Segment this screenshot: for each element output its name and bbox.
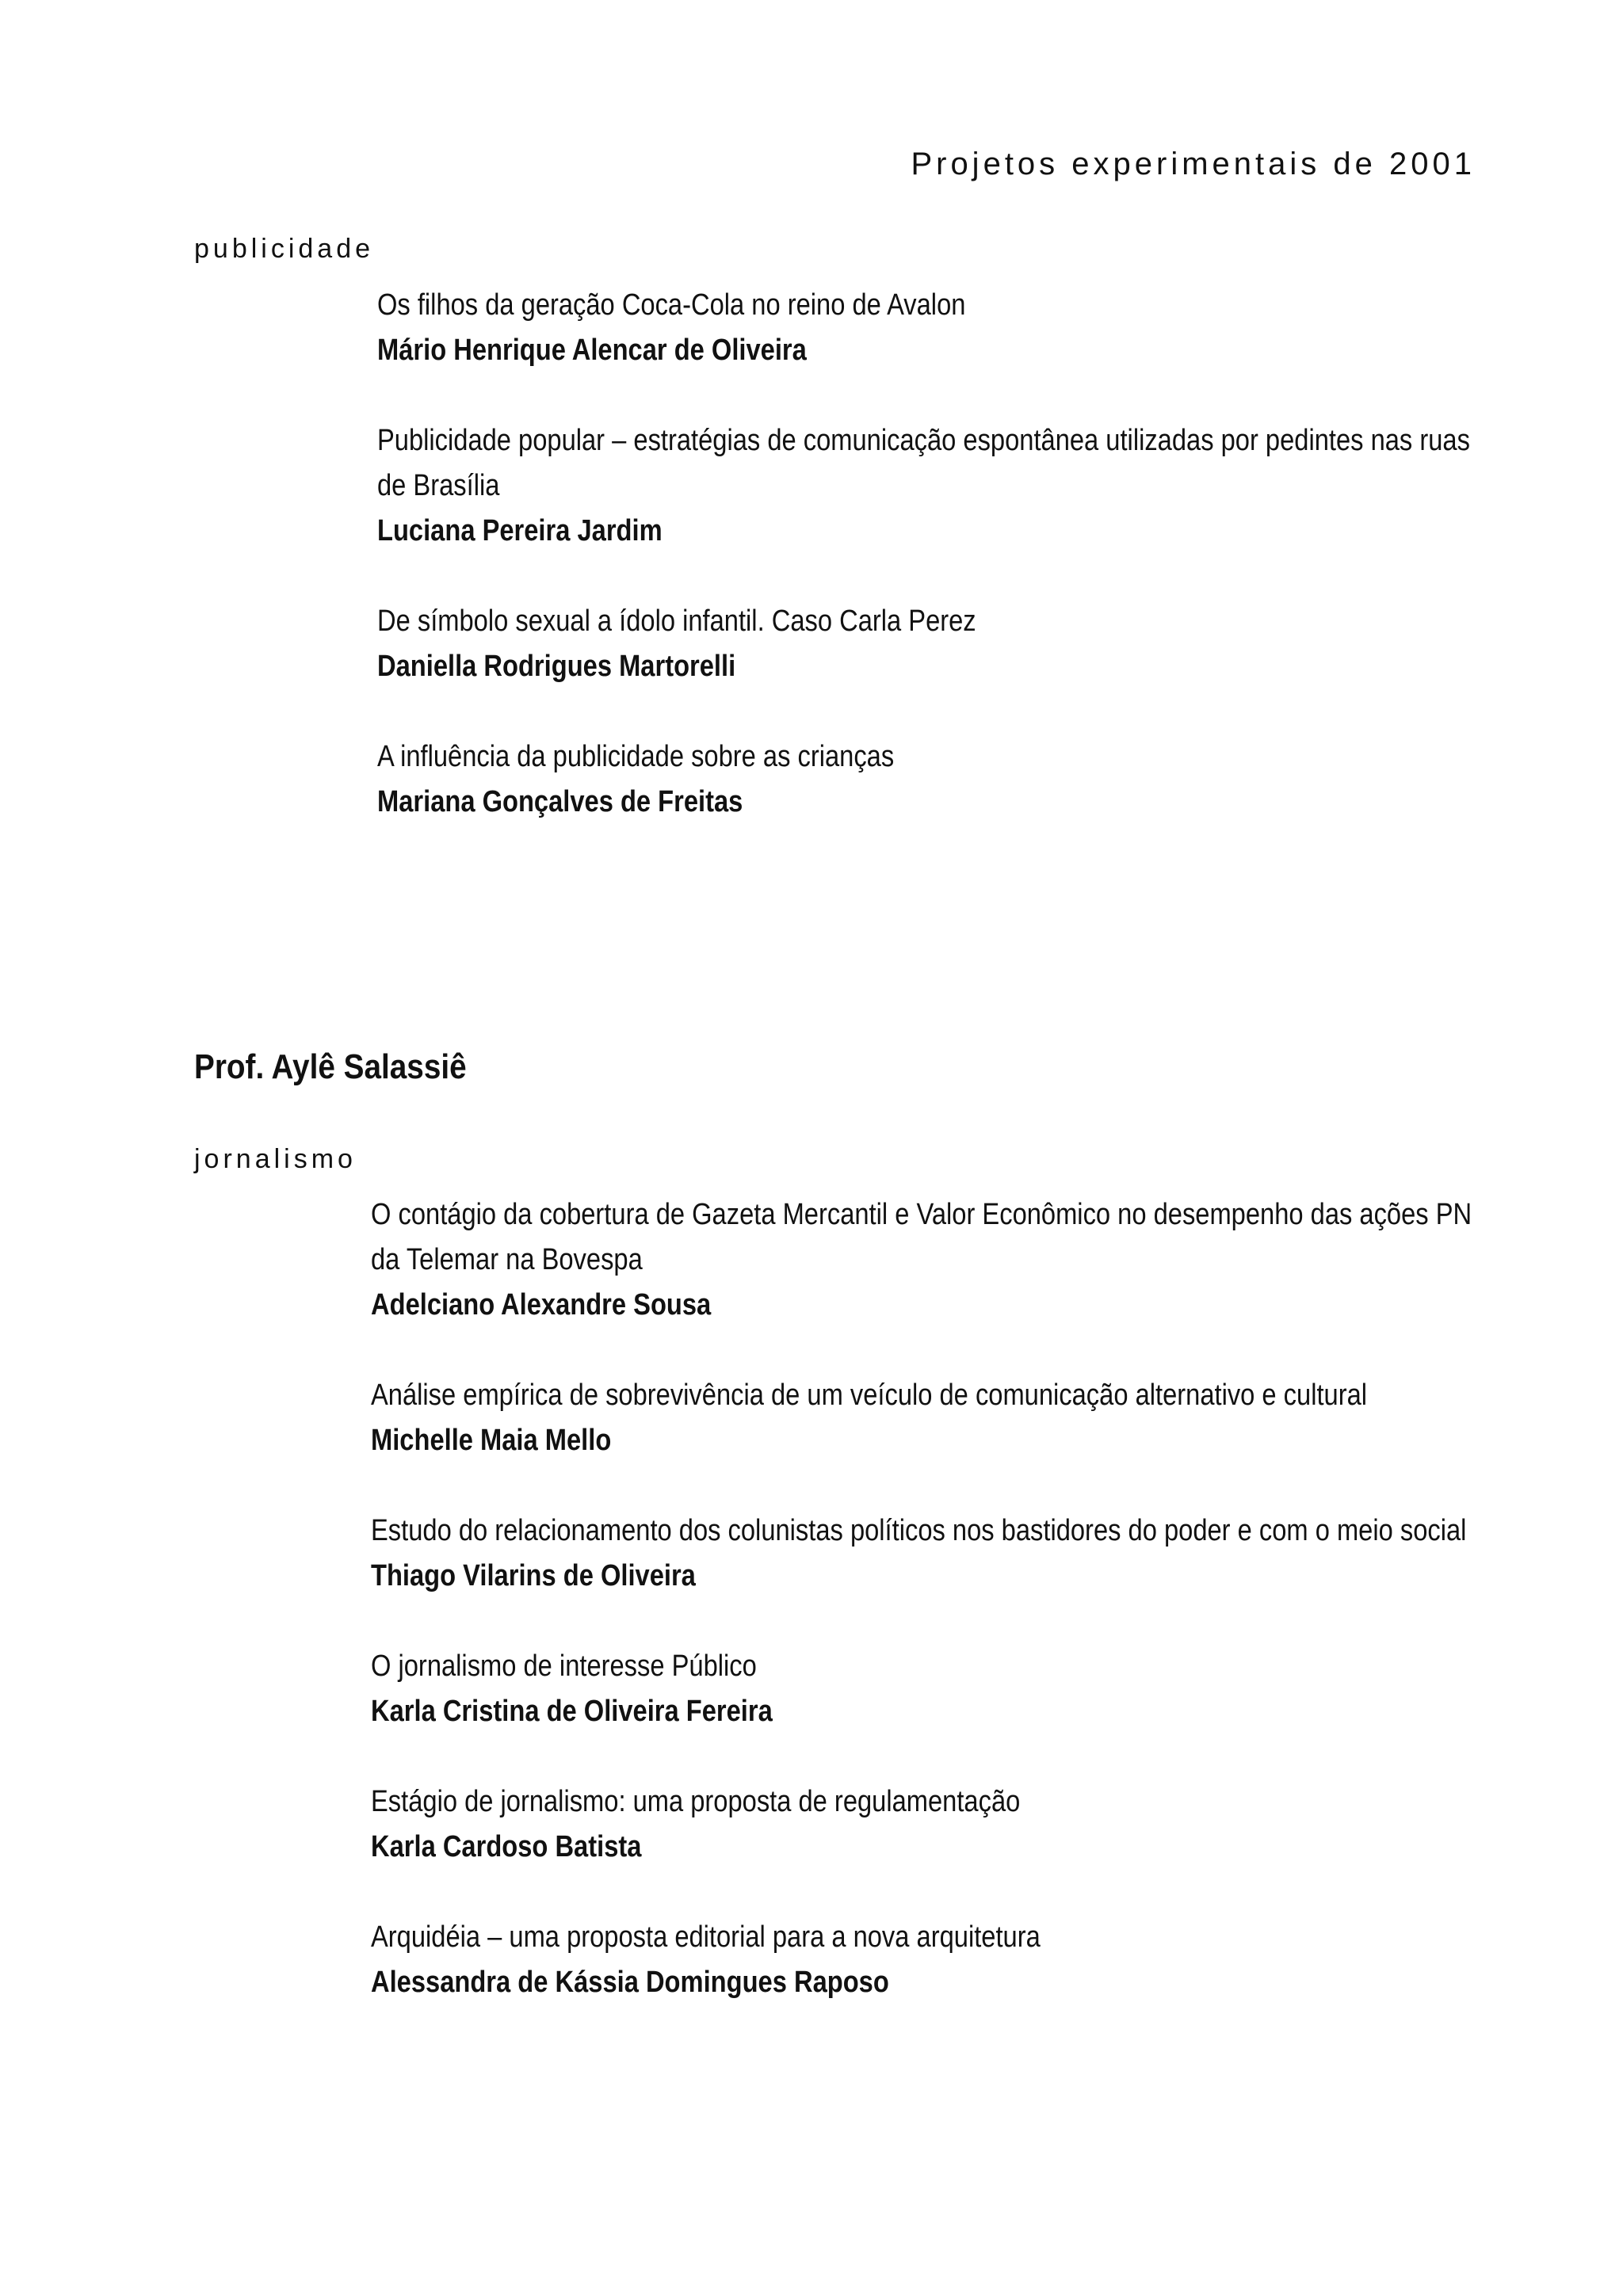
- publicidade-entries: [377, 283, 1487, 870]
- project-author: Daniella Rodrigues Martorelli: [377, 650, 736, 683]
- list-item: [371, 1508, 1480, 1599]
- project-author: Mariana Gonçalves de Freitas: [377, 785, 743, 818]
- project-author: Alessandra de Kássia Domingues Raposo: [371, 1966, 889, 1999]
- category-label-publicidade: publicidade: [194, 234, 375, 264]
- project-title: Estudo do relacionamento dos colunistas políticos nos bastidores do poder e com o meio social: [371, 1514, 1467, 1547]
- list-item: [371, 1373, 1480, 1463]
- project-author: Thiago Vilarins de Oliveira: [371, 1559, 696, 1592]
- list-item: [371, 1915, 1480, 2005]
- list-item: [377, 599, 1487, 689]
- project-title: O contágio da cobertura de Gazeta Mercantil e Valor Econômico no desempenho das ações PN da Telemar na Bovespa: [371, 1198, 1472, 1276]
- project-author: Mário Henrique Alencar de Oliveira: [377, 334, 807, 367]
- page-header-title: Projetos experimentais de 2001: [911, 147, 1476, 181]
- project-title: Arquidéia – uma proposta editorial para a nova arquitetura: [371, 1920, 1041, 1954]
- project-title: Os filhos da geração Coca-Cola no reino de Avalon: [377, 288, 966, 322]
- category-label-jornalismo: jornalismo: [194, 1144, 357, 1174]
- project-title: O jornalismo de interesse Público: [371, 1650, 757, 1683]
- project-author: Michelle Maia Mello: [371, 1424, 612, 1457]
- list-item: [371, 1779, 1480, 1870]
- project-author: Karla Cardoso Batista: [371, 1830, 642, 1863]
- jornalismo-entries: [371, 1192, 1480, 2050]
- list-item: [371, 1644, 1480, 1734]
- list-item: [371, 1192, 1480, 1328]
- project-author: Adelciano Alexandre Sousa: [371, 1288, 712, 1322]
- list-item: [377, 418, 1487, 554]
- list-item: [377, 734, 1487, 825]
- project-author: Luciana Pereira Jardim: [377, 514, 663, 547]
- project-title: Publicidade popular – estratégias de comunicação espontânea utilizadas por pedintes nas ruas de Brasília: [377, 424, 1470, 502]
- list-item: [377, 283, 1487, 373]
- project-title: A influência da publicidade sobre as crianças: [377, 740, 895, 773]
- project-title: Análise empírica de sobrevivência de um veículo de comunicação alternativo e cultural: [371, 1379, 1368, 1412]
- professor-heading: Prof. Aylê Salassiê: [194, 1047, 467, 1086]
- project-title: Estágio de jornalismo: uma proposta de regulamentação: [371, 1785, 1021, 1818]
- project-title: De símbolo sexual a ídolo infantil. Caso Carla Perez: [377, 605, 976, 638]
- project-author: Karla Cristina de Oliveira Fereira: [371, 1695, 773, 1728]
